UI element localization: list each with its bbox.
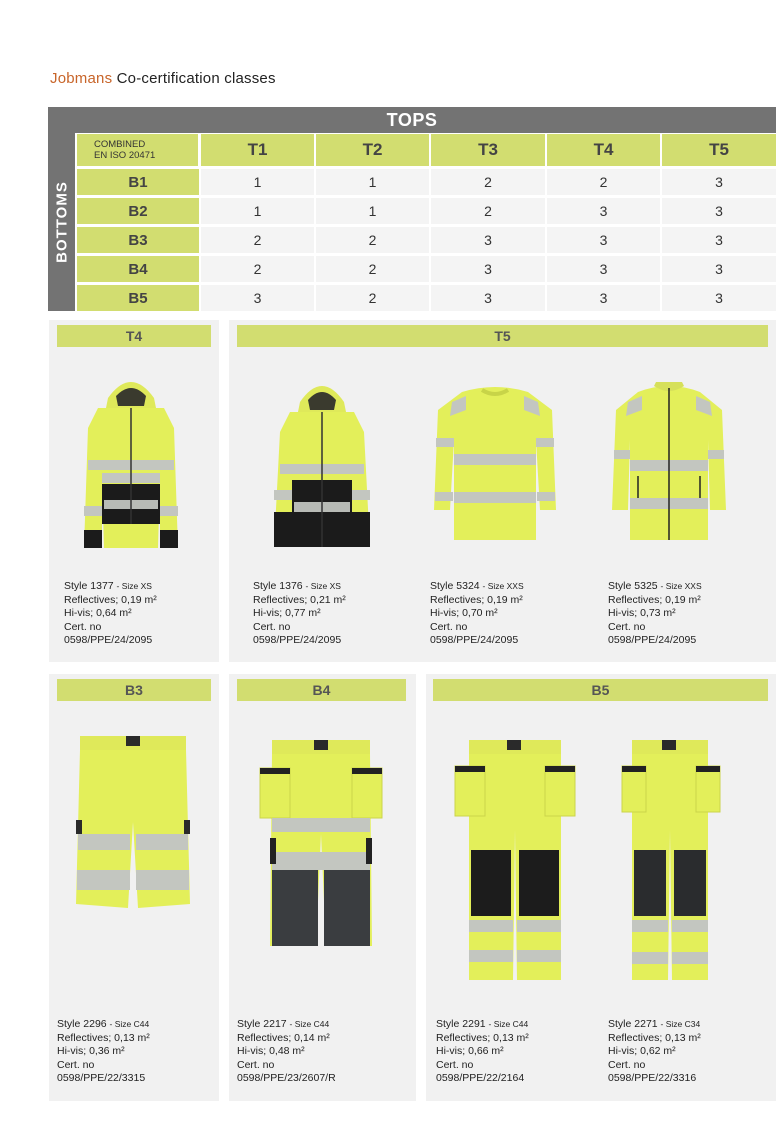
corner-line-2: EN ISO 20471 xyxy=(94,150,156,161)
panel-label-b3: B3 xyxy=(57,679,211,701)
row-header-b5: B5 xyxy=(77,285,199,311)
matrix-cell: 2 xyxy=(431,198,545,224)
size-label: - Size XS xyxy=(305,581,341,591)
size-label: - Size C44 xyxy=(488,1019,529,1029)
product-image-shorts-2296 xyxy=(72,732,194,912)
matrix-cell: 2 xyxy=(201,227,314,253)
panel-label-b5: B5 xyxy=(433,679,768,701)
matrix-cell: 1 xyxy=(316,198,429,224)
bottoms-label: BOTTOMS xyxy=(53,181,70,263)
hivis-area: Hi-vis; 0,64 m² xyxy=(64,607,132,619)
column-header-t1: T1 xyxy=(201,134,314,166)
product-caption-2217 xyxy=(237,1018,412,1086)
matrix-cell: 3 xyxy=(547,256,660,282)
cert-label: Cert. no xyxy=(608,620,646,633)
matrix-cell: 3 xyxy=(431,227,545,253)
style-number: Style 2271 xyxy=(608,1018,658,1030)
column-header-t3: T3 xyxy=(431,134,545,166)
corner-line-1: COMBINED xyxy=(94,139,146,150)
matrix-cell: 3 xyxy=(662,256,776,282)
style-number: Style 5324 xyxy=(430,580,480,592)
matrix-cell: 3 xyxy=(547,227,660,253)
panel-label-b4: B4 xyxy=(237,679,406,701)
cert-label: Cert. no xyxy=(608,1058,646,1071)
cert-label: Cert. no xyxy=(57,1058,95,1071)
reflectives-area: Reflectives; 0,19 m² xyxy=(430,593,523,606)
matrix-cell: 3 xyxy=(431,285,545,311)
reflectives-area: Reflectives; 0,19 m² xyxy=(608,593,701,606)
hivis-area: Hi-vis; 0,66 m² xyxy=(436,1045,504,1057)
column-header-t5: T5 xyxy=(662,134,776,166)
cert-number: 0598/PPE/24/2095 xyxy=(64,634,153,646)
matrix-cell: 2 xyxy=(201,256,314,282)
matrix-cell: 3 xyxy=(662,285,776,311)
product-image-jacket-1377 xyxy=(70,368,192,554)
cert-label: Cert. no xyxy=(430,620,468,633)
product-image-sweatshirt-5324 xyxy=(432,380,558,548)
hivis-area: Hi-vis; 0,70 m² xyxy=(430,607,498,619)
hivis-area: Hi-vis; 0,48 m² xyxy=(237,1045,305,1057)
product-image-trousers-2291 xyxy=(455,740,575,982)
cert-label: Cert. no xyxy=(436,1058,474,1071)
matrix-cell: 2 xyxy=(316,256,429,282)
product-image-trousers-2271 xyxy=(622,740,720,982)
heading-title: Co-certification classes xyxy=(116,70,276,87)
reflectives-area: Reflectives; 0,14 m² xyxy=(237,1031,330,1044)
row-header-b2: B2 xyxy=(77,198,199,224)
style-number: Style 2217 xyxy=(237,1018,287,1030)
matrix-cell: 3 xyxy=(547,198,660,224)
size-label: - Size XXS xyxy=(482,581,524,591)
cert-number: 0598/PPE/24/2095 xyxy=(430,634,519,646)
matrix-cell: 2 xyxy=(316,285,429,311)
size-label: - Size XS xyxy=(116,581,152,591)
matrix-cell: 1 xyxy=(316,169,429,195)
size-label: - Size XXS xyxy=(660,581,702,591)
style-number: Style 1377 xyxy=(64,580,114,592)
product-image-sweatshirt-5325 xyxy=(610,380,728,548)
reflectives-area: Reflectives; 0,13 m² xyxy=(608,1031,701,1044)
hivis-area: Hi-vis; 0,73 m² xyxy=(608,607,676,619)
matrix-cell: 2 xyxy=(431,169,545,195)
product-caption-5324 xyxy=(430,580,600,648)
product-image-jacket-1376 xyxy=(262,372,382,552)
column-header-t2: T2 xyxy=(316,134,429,166)
matrix-cell: 3 xyxy=(201,285,314,311)
cert-number: 0598/PPE/24/2095 xyxy=(253,634,342,646)
cert-label: Cert. no xyxy=(237,1058,275,1071)
cert-number: 0598/PPE/22/2164 xyxy=(436,1072,525,1084)
cert-number: 0598/PPE/22/3316 xyxy=(608,1072,697,1084)
hivis-area: Hi-vis; 0,62 m² xyxy=(608,1045,676,1057)
panel-label-t5: T5 xyxy=(237,325,768,347)
tops-label: TOPS xyxy=(386,109,438,130)
product-caption-2271 xyxy=(608,1018,768,1086)
reflectives-area: Reflectives; 0,21 m² xyxy=(253,593,346,606)
reflectives-area: Reflectives; 0,19 m² xyxy=(64,593,157,606)
matrix-cell: 2 xyxy=(316,227,429,253)
style-number: Style 5325 xyxy=(608,580,658,592)
cert-number: 0598/PPE/22/3315 xyxy=(57,1072,146,1084)
hivis-area: Hi-vis; 0,36 m² xyxy=(57,1045,125,1057)
cert-number: 0598/PPE/23/2607/R xyxy=(237,1072,336,1084)
style-number: Style 1376 xyxy=(253,580,303,592)
hivis-area: Hi-vis; 0,77 m² xyxy=(253,607,321,619)
brand-name: Jobmans xyxy=(50,70,113,87)
product-image-pants-2217 xyxy=(258,738,384,946)
matrix-corner-label xyxy=(77,134,198,166)
matrix-cell: 3 xyxy=(662,169,776,195)
matrix-cell: 3 xyxy=(431,256,545,282)
cert-label: Cert. no xyxy=(64,620,102,633)
page-heading xyxy=(50,70,276,87)
product-caption-1376 xyxy=(253,580,423,648)
cert-label: Cert. no xyxy=(253,620,291,633)
matrix-cell: 3 xyxy=(662,227,776,253)
size-label: - Size C34 xyxy=(660,1019,701,1029)
reflectives-area: Reflectives; 0,13 m² xyxy=(57,1031,150,1044)
product-caption-5325 xyxy=(608,580,768,648)
product-caption-2296 xyxy=(57,1018,215,1086)
product-caption-2291 xyxy=(436,1018,601,1086)
style-number: Style 2291 xyxy=(436,1018,486,1030)
matrix-cell: 2 xyxy=(547,169,660,195)
style-number: Style 2296 xyxy=(57,1018,107,1030)
matrix-cell: 3 xyxy=(547,285,660,311)
matrix-cell: 3 xyxy=(662,198,776,224)
row-header-b4: B4 xyxy=(77,256,199,282)
panel-label-t4: T4 xyxy=(57,325,211,347)
product-caption-1377 xyxy=(64,580,214,648)
column-header-t4: T4 xyxy=(547,134,660,166)
tops-header xyxy=(48,107,776,133)
size-label: - Size C44 xyxy=(289,1019,330,1029)
row-header-b1: B1 xyxy=(77,169,199,195)
size-label: - Size C44 xyxy=(109,1019,150,1029)
bottoms-header xyxy=(48,133,75,311)
reflectives-area: Reflectives; 0,13 m² xyxy=(436,1031,529,1044)
matrix-cell: 1 xyxy=(201,169,314,195)
matrix-cell: 1 xyxy=(201,198,314,224)
row-header-b3: B3 xyxy=(77,227,199,253)
cert-number: 0598/PPE/24/2095 xyxy=(608,634,697,646)
